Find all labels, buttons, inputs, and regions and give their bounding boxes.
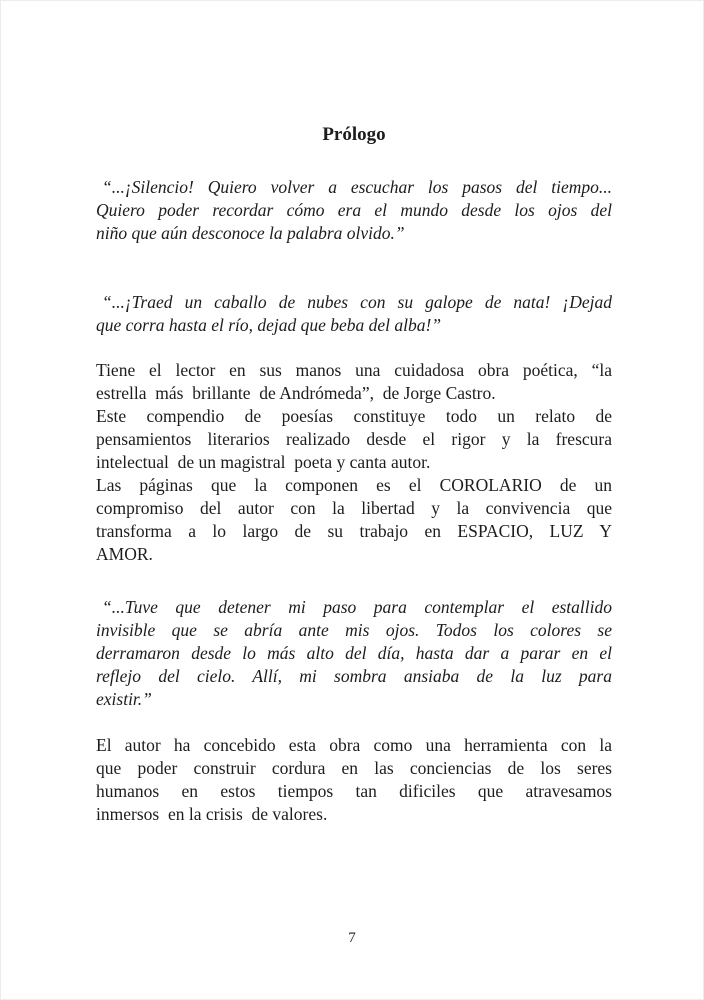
text-line: humanos en estos tiempos tan dificiles que atravesamos — [96, 781, 612, 801]
page-title: Prólogo — [322, 124, 386, 145]
text-line: pensamientos literarios realizado desde el rigor y la frescura — [96, 429, 612, 449]
quote-block — [96, 291, 612, 337]
text-line: Este compendio de poesías constituye todo un relato de — [96, 406, 612, 426]
quote-block — [96, 596, 612, 711]
text-line: “...¡Traed un caballo de nubes con su galope de nata! ¡Dejad — [102, 292, 612, 312]
text-line: “...Tuve que detener mi paso para contemplar el estallido — [102, 597, 612, 617]
text-line: niño que aún desconoce la palabra olvido.” — [96, 223, 405, 243]
text-line: intelectual de un magistral poeta y canta autor. — [96, 452, 431, 472]
paragraph-block — [96, 359, 612, 405]
text-line: derramaron desde lo más alto del día, hasta dar a parar en el — [96, 643, 612, 663]
text-line: estrella más brillante de Andrómeda”, de Jorge Castro. — [96, 383, 496, 403]
text-line: invisible que se abría ante mis ojos. Todos los colores se — [96, 620, 612, 640]
text-blocks — [96, 176, 612, 826]
page-content — [96, 0, 612, 826]
paragraph-block — [96, 734, 612, 826]
text-line: transforma a lo largo de su trabajo en ESPACIO, LUZ Y — [96, 521, 612, 541]
text-line: reflejo del cielo. Allí, mi sombra ansiaba de la luz para — [96, 666, 612, 686]
text-line: compromiso del autor con la libertad y la convivencia que — [96, 498, 612, 518]
text-line: Las páginas que la componen es el COROLARIO de un — [96, 475, 612, 495]
text-line: Quiero poder recordar cómo era el mundo desde los ojos del — [96, 200, 612, 220]
text-line: que corra hasta el río, dejad que beba del alba!” — [96, 315, 442, 335]
page-number: 7 — [348, 930, 356, 946]
text-line: existir.” — [96, 689, 152, 709]
paragraph-block — [96, 474, 612, 566]
text-line: AMOR. — [96, 544, 153, 564]
text-line: El autor ha concebido esta obra como una herramienta con la — [96, 735, 612, 755]
text-line: inmersos en la crisis de valores. — [96, 804, 328, 824]
quote-block — [96, 176, 612, 245]
text-line: “...¡Silencio! Quiero volver a escuchar los pasos del tiempo... — [102, 177, 612, 197]
paragraph-block — [96, 405, 612, 474]
text-line: Tiene el lector en sus manos una cuidadosa obra poética, “la — [96, 360, 612, 380]
text-line: que poder construir cordura en las conciencias de los seres — [96, 758, 612, 778]
